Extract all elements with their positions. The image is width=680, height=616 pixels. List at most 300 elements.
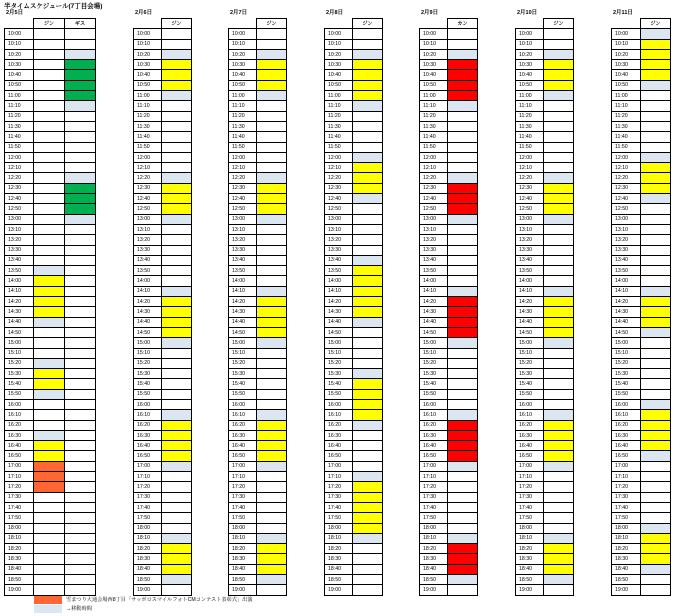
schedule-cell: [353, 80, 383, 90]
schedule-cell: [257, 554, 287, 564]
schedule-cell: [65, 585, 96, 595]
schedule-cell: [448, 482, 478, 492]
time-row: [420, 183, 478, 193]
time-label: 14:30: [420, 307, 448, 317]
time-row: [325, 461, 383, 471]
time-row: [612, 544, 671, 554]
time-label: 14:10: [229, 286, 257, 296]
time-row: [325, 49, 383, 59]
time-row: [229, 60, 287, 70]
time-label: 15:10: [134, 348, 162, 358]
schedule-cell: [162, 214, 192, 224]
time-label: 10:00: [229, 29, 257, 39]
time-label: 11:20: [134, 111, 162, 121]
time-row: [5, 173, 96, 183]
time-row: [612, 348, 671, 358]
time-row: [516, 585, 574, 595]
schedule-cell: [34, 224, 65, 234]
schedule-cell: [544, 348, 574, 358]
schedule-cell: [353, 70, 383, 80]
schedule-cell: [641, 379, 671, 389]
schedule-cell: [544, 255, 574, 265]
time-label: 18:50: [5, 575, 34, 585]
schedule-cell: [65, 554, 96, 564]
time-label: 10:30: [134, 60, 162, 70]
schedule-cell: [448, 286, 478, 296]
time-row: [612, 585, 671, 595]
time-label: 18:40: [229, 564, 257, 574]
schedule-cell: [544, 564, 574, 574]
schedule-cell: [448, 111, 478, 121]
schedule-cell: [353, 276, 383, 286]
time-label: 15:50: [420, 389, 448, 399]
time-row: [516, 369, 574, 379]
time-row: [5, 224, 96, 234]
time-label: 15:50: [134, 389, 162, 399]
time-label: 16:00: [5, 399, 34, 409]
time-row: [420, 564, 478, 574]
time-label: 13:00: [612, 214, 641, 224]
day-block: [133, 9, 192, 596]
time-row: [325, 204, 383, 214]
time-row: [229, 49, 287, 59]
time-label: 17:30: [325, 492, 353, 502]
time-label: 17:40: [420, 502, 448, 512]
time-label: 15:10: [516, 348, 544, 358]
time-row: [612, 307, 671, 317]
time-label: 14:40: [229, 317, 257, 327]
schedule-cell: [34, 461, 65, 471]
time-label: 18:20: [229, 544, 257, 554]
schedule-cell: [641, 399, 671, 409]
schedule-cell: [257, 327, 287, 337]
time-header: [325, 19, 353, 29]
time-label: 14:00: [5, 276, 34, 286]
time-row: [325, 348, 383, 358]
schedule-table: [419, 18, 478, 596]
time-label: 15:20: [229, 358, 257, 368]
schedule-cell: [641, 348, 671, 358]
time-row: [516, 132, 574, 142]
time-row: [5, 369, 96, 379]
time-row: [325, 101, 383, 111]
schedule-cell: [257, 194, 287, 204]
time-label: 18:10: [229, 533, 257, 543]
time-label: 18:50: [612, 575, 641, 585]
time-label: 14:40: [516, 317, 544, 327]
time-row: [229, 358, 287, 368]
schedule-cell: [65, 544, 96, 554]
schedule-cell: [448, 255, 478, 265]
schedule-cell: [448, 410, 478, 420]
time-label: 13:00: [229, 214, 257, 224]
time-row: [229, 472, 287, 482]
time-row: [612, 399, 671, 409]
time-row: [612, 194, 671, 204]
time-row: [420, 245, 478, 255]
schedule-cell: [65, 533, 96, 543]
schedule-cell: [641, 60, 671, 70]
schedule-cell: [448, 472, 478, 482]
time-row: [5, 420, 96, 430]
schedule-cell: [641, 575, 671, 585]
time-row: [420, 389, 478, 399]
time-row: [516, 60, 574, 70]
schedule-cell: [162, 544, 192, 554]
time-row: [5, 399, 96, 409]
time-row: [5, 513, 96, 523]
time-row: [134, 430, 192, 440]
time-row: [516, 70, 574, 80]
schedule-cell: [257, 255, 287, 265]
time-row: [516, 214, 574, 224]
schedule-cell: [353, 472, 383, 482]
schedule-cell: [162, 91, 192, 101]
time-row: [5, 29, 96, 39]
time-row: [325, 307, 383, 317]
time-row: [229, 307, 287, 317]
time-row: [612, 163, 671, 173]
time-row: [516, 286, 574, 296]
schedule-cell: [544, 533, 574, 543]
time-row: [612, 255, 671, 265]
schedule-cell: [257, 121, 287, 131]
time-label: 16:30: [325, 430, 353, 440]
schedule-cell: [544, 513, 574, 523]
time-label: 11:10: [516, 101, 544, 111]
time-label: 13:40: [420, 255, 448, 265]
time-row: [612, 564, 671, 574]
time-row: [134, 255, 192, 265]
time-label: 19:00: [516, 585, 544, 595]
time-label: 10:00: [516, 29, 544, 39]
schedule-cell: [544, 286, 574, 296]
time-label: 11:40: [516, 132, 544, 142]
time-row: [420, 152, 478, 162]
schedule-cell: [544, 523, 574, 533]
time-row: [229, 492, 287, 502]
schedule-cell: [641, 533, 671, 543]
time-label: 11:40: [325, 132, 353, 142]
time-label: 18:00: [516, 523, 544, 533]
time-row: [612, 49, 671, 59]
time-label: 15:00: [134, 338, 162, 348]
time-label: 15:30: [325, 369, 353, 379]
time-row: [229, 379, 287, 389]
time-label: 17:50: [229, 513, 257, 523]
time-label: 11:10: [229, 101, 257, 111]
schedule-cell: [65, 29, 96, 39]
schedule-cell: [257, 482, 287, 492]
time-label: 14:50: [612, 327, 641, 337]
legend-row: [34, 604, 253, 613]
schedule-cell: [34, 575, 65, 585]
time-label: 11:50: [420, 142, 448, 152]
time-label: 11:40: [229, 132, 257, 142]
time-label: 18:40: [516, 564, 544, 574]
time-label: 19:00: [134, 585, 162, 595]
schedule-cell: [162, 327, 192, 337]
schedule-cell: [641, 420, 671, 430]
schedule-cell: [257, 472, 287, 482]
schedule-cell: [641, 183, 671, 193]
time-row: [516, 276, 574, 286]
time-label: 12:00: [5, 152, 34, 162]
schedule-cell: [353, 461, 383, 471]
time-label: 14:30: [325, 307, 353, 317]
time-row: [325, 276, 383, 286]
schedule-cell: [162, 523, 192, 533]
time-row: [325, 39, 383, 49]
time-row: [229, 224, 287, 234]
time-label: 12:20: [420, 173, 448, 183]
time-row: [134, 297, 192, 307]
schedule-cell: [162, 369, 192, 379]
schedule-cell: [448, 60, 478, 70]
time-row: [134, 492, 192, 502]
time-label: 16:20: [612, 420, 641, 430]
schedule-cell: [353, 204, 383, 214]
schedule-cell: [641, 317, 671, 327]
time-row: [229, 338, 287, 348]
time-row: [134, 575, 192, 585]
time-row: [612, 430, 671, 440]
time-row: [229, 142, 287, 152]
schedule-cell: [353, 482, 383, 492]
schedule-cell: [162, 286, 192, 296]
time-label: 14:10: [516, 286, 544, 296]
day-date: 2月6日: [135, 10, 153, 16]
time-row: [5, 430, 96, 440]
staff-header: ギス: [65, 19, 96, 29]
time-row: [420, 461, 478, 471]
schedule-cell: [257, 575, 287, 585]
time-label: 12:50: [5, 204, 34, 214]
schedule-cell: [448, 399, 478, 409]
time-row: [516, 297, 574, 307]
time-label: 10:40: [420, 70, 448, 80]
schedule-cell: [162, 173, 192, 183]
time-label: 14:00: [325, 276, 353, 286]
time-label: 13:10: [134, 224, 162, 234]
time-label: 10:40: [5, 70, 34, 80]
schedule-cell: [448, 585, 478, 595]
time-row: [420, 163, 478, 173]
time-label: 14:10: [612, 286, 641, 296]
schedule-cell: [641, 286, 671, 296]
schedule-cell: [448, 183, 478, 193]
time-label: 13:50: [612, 266, 641, 276]
time-label: 12:20: [325, 173, 353, 183]
time-row: [325, 235, 383, 245]
time-label: 13:20: [229, 235, 257, 245]
time-label: 16:10: [516, 410, 544, 420]
schedule-cell: [162, 389, 192, 399]
time-label: 18:50: [325, 575, 353, 585]
time-row: [612, 121, 671, 131]
schedule-cell: [65, 523, 96, 533]
time-label: 10:20: [5, 49, 34, 59]
time-label: 13:10: [325, 224, 353, 234]
time-label: 18:50: [229, 575, 257, 585]
schedule-table: [133, 18, 192, 596]
time-row: [5, 358, 96, 368]
time-label: 10:30: [325, 60, 353, 70]
time-label: 10:20: [229, 49, 257, 59]
schedule-cell: [641, 430, 671, 440]
time-label: 18:40: [612, 564, 641, 574]
time-row: [420, 194, 478, 204]
time-row: [612, 276, 671, 286]
time-label: 17:10: [5, 472, 34, 482]
time-row: [229, 286, 287, 296]
staff-header: ジン: [544, 19, 574, 29]
schedule-cell: [353, 255, 383, 265]
schedule-cell: [353, 49, 383, 59]
schedule-cell: [65, 60, 96, 70]
day-date: 2月10日: [517, 10, 538, 16]
time-row: [229, 482, 287, 492]
schedule-cell: [544, 554, 574, 564]
schedule-cell: [353, 544, 383, 554]
time-label: 13:10: [5, 224, 34, 234]
time-label: 14:30: [612, 307, 641, 317]
time-label: 11:40: [5, 132, 34, 142]
schedule-cell: [162, 276, 192, 286]
day-date: 2月5日: [6, 10, 24, 16]
time-row: [134, 564, 192, 574]
schedule-cell: [544, 121, 574, 131]
time-header: [134, 19, 162, 29]
schedule-cell: [544, 91, 574, 101]
time-row: [229, 430, 287, 440]
time-label: 13:30: [516, 245, 544, 255]
schedule-table: [4, 18, 96, 596]
time-label: 16:00: [516, 399, 544, 409]
schedule-cell: [65, 183, 96, 193]
time-label: 10:50: [325, 80, 353, 90]
schedule-cell: [544, 575, 574, 585]
time-row: [516, 451, 574, 461]
time-row: [134, 204, 192, 214]
day-block: [611, 9, 671, 596]
time-label: 15:40: [325, 379, 353, 389]
schedule-cell: [353, 358, 383, 368]
schedule-cell: [257, 502, 287, 512]
schedule-cell: [448, 80, 478, 90]
schedule-cell: [448, 523, 478, 533]
time-row: [229, 544, 287, 554]
time-label: 13:40: [325, 255, 353, 265]
time-row: [5, 80, 96, 90]
time-label: 12:30: [229, 183, 257, 193]
time-label: 11:30: [229, 121, 257, 131]
schedule-cell: [353, 369, 383, 379]
schedule-cell: [162, 575, 192, 585]
time-row: [325, 358, 383, 368]
time-row: [5, 533, 96, 543]
time-row: [5, 214, 96, 224]
schedule-cell: [641, 327, 671, 337]
time-row: [134, 544, 192, 554]
time-row: [516, 255, 574, 265]
schedule-cell: [544, 307, 574, 317]
schedule-cell: [353, 327, 383, 337]
time-row: [516, 194, 574, 204]
time-label: 15:10: [5, 348, 34, 358]
schedule-cell: [544, 224, 574, 234]
time-row: [5, 276, 96, 286]
time-row: [325, 410, 383, 420]
time-row: [134, 441, 192, 451]
time-label: 13:00: [420, 214, 448, 224]
time-row: [5, 523, 96, 533]
time-row: [420, 111, 478, 121]
time-row: [229, 163, 287, 173]
time-row: [612, 389, 671, 399]
time-label: 15:20: [612, 358, 641, 368]
time-row: [516, 152, 574, 162]
schedule-cell: [65, 49, 96, 59]
schedule-cell: [544, 420, 574, 430]
schedule-cell: [34, 513, 65, 523]
time-row: [229, 564, 287, 574]
schedule-cell: [544, 266, 574, 276]
schedule-cell: [257, 163, 287, 173]
time-label: 14:20: [325, 297, 353, 307]
time-row: [134, 183, 192, 193]
time-row: [325, 389, 383, 399]
schedule-cell: [448, 461, 478, 471]
time-row: [420, 369, 478, 379]
time-row: [325, 245, 383, 255]
schedule-cell: [257, 430, 287, 440]
time-row: [229, 80, 287, 90]
schedule-cell: [162, 183, 192, 193]
time-row: [134, 389, 192, 399]
time-label: 16:00: [229, 399, 257, 409]
schedule-cell: [448, 492, 478, 502]
time-label: 11:50: [134, 142, 162, 152]
time-label: 17:00: [134, 461, 162, 471]
time-row: [325, 121, 383, 131]
time-row: [516, 39, 574, 49]
schedule-cell: [34, 297, 65, 307]
schedule-table: [228, 18, 287, 596]
time-label: 14:30: [516, 307, 544, 317]
time-row: [134, 245, 192, 255]
time-label: 10:10: [325, 39, 353, 49]
time-row: [134, 513, 192, 523]
time-row: [134, 49, 192, 59]
time-label: 13:30: [229, 245, 257, 255]
time-label: 16:40: [325, 441, 353, 451]
time-label: 12:50: [612, 204, 641, 214]
schedule-cell: [544, 441, 574, 451]
time-label: 18:00: [420, 523, 448, 533]
time-label: 15:00: [420, 338, 448, 348]
time-row: [5, 472, 96, 482]
schedule-cell: [641, 121, 671, 131]
time-row: [420, 255, 478, 265]
schedule-cell: [544, 430, 574, 440]
time-label: 14:20: [229, 297, 257, 307]
schedule-cell: [257, 80, 287, 90]
schedule-cell: [34, 255, 65, 265]
schedule-cell: [448, 163, 478, 173]
schedule-cell: [257, 441, 287, 451]
schedule-cell: [34, 472, 65, 482]
